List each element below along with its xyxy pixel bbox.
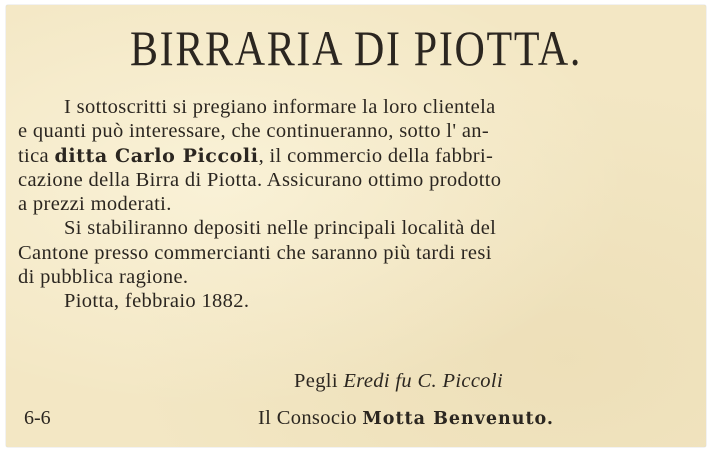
line3-suffix: , il commercio della fabbri- xyxy=(258,144,494,167)
paragraph1-line1: I sottoscritti si pregiano informare la loro clientela xyxy=(64,96,496,118)
consocio-line xyxy=(258,404,554,433)
consocio-prefix: Il Consocio xyxy=(258,407,363,429)
paragraph1-line4: cazione della Birra di Piotta. Assicurano ottimo prodotto xyxy=(18,168,502,191)
signature-line xyxy=(294,367,503,395)
signature-heirs: Eredi fu C. Piccoli xyxy=(343,370,503,392)
paragraph2-line1: Si stabiliranno depositi nelle principali località del xyxy=(64,217,497,240)
paragraph1-line3 xyxy=(18,144,698,168)
consocio-name: Motta Benvenuto. xyxy=(362,409,555,429)
company-name: ditta Carlo Piccoli xyxy=(54,144,259,167)
paragraph2-line3: di pubblica ragione. xyxy=(18,266,189,289)
line3-prefix: tica xyxy=(18,144,55,167)
dateline: Piotta, febbraio 1882. xyxy=(64,290,250,313)
advert-title: BIRRARIA DI PIOTTA. xyxy=(129,20,583,76)
advert-body xyxy=(18,95,698,314)
signature-prefix: Pegli xyxy=(294,370,344,392)
newspaper-clipping xyxy=(6,5,706,447)
paragraph2-line2: Cantone presso commercianti che saranno più tardi resi xyxy=(18,241,492,264)
insertion-code: 6-6 xyxy=(24,407,51,429)
paragraph1-line2: e quanti può interessare, che continueranno, sotto l' an- xyxy=(18,120,490,143)
paragraph1-line5: a prezzi moderati. xyxy=(18,193,172,216)
